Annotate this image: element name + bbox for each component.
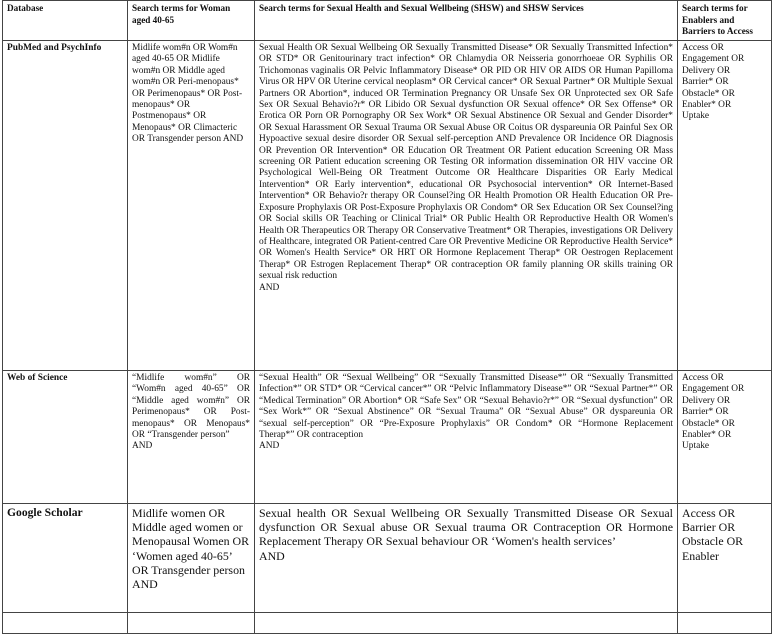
header-row bbox=[3, 1, 772, 41]
women-terms-cell: Midlife wom#n OR Wom#n aged 40-65 OR Midlife wom#n OR Middle aged wom#n OR Peri-menopaus* OR Perimenopaus* OR Post-menopaus* OR Postmenopaus* OR Menopaus* OR Climacteric OR Transgender person AND bbox=[128, 41, 255, 371]
shsw-terms-text: Sexual Health OR Sexual Wellbeing OR Sexually Transmitted Disease* OR Sexually Transmitted Infection* OR STD* OR Genitourinary tract infection* OR Chlamydia OR Neisseria gonorrhoeae OR Syphilis OR Trichomonas vaginalis OR Pelvic Inflammatory Disease* OR PID OR HIV OR AIDS OR Human Papilloma Virus OR HPV OR Uterine cervical neoplasm* OR Cervical cancer* OR Sexual Partner* OR Multiple Sexual Partners OR Abortion*, induced OR Termination Pregnancy OR Unsafe Sex OR Unprotected sex OR Safe Sex OR Sexual Behavio?r* OR Libido OR Sexual dysfunction OR Sexual offence* OR Sex Offense* OR Erotica OR Porn OR Pornography OR Sex Work* OR Sexual Abstinence OR Sexual and Gender Disorder* OR Sexual Harassment OR Sexual Trauma OR Sexual Abuse OR Coitus OR dyspareunia OR Painful Sex OR Hypoactive sexual desire disorder OR Sexual self-perception AND Prevalence OR Incidence OR Diagnosis OR Prevention OR Intervention* OR Education OR Treatment OR Patient education Screening OR Mass screening OR Patient education screening OR Testing OR information dissemination OR HIV vaccine OR Psychological Well-Being OR Treatment Outcome OR Healthcare Disparities OR Early Medical Intervention* OR Early intervention*, educational OR Psychosocial intervention* OR Internet-Based Intervention* OR Behavio?r therapy OR Counsel?ing OR Health Promotion OR Health Education OR Pre-Exposure Prophylaxis OR Post-Exposure Prophylaxis OR Condom* OR Sex Education OR Sex Counsel?ing OR Social skills OR Teaching or Clinical Trial* OR Public Health OR Reproductive Health OR Women's Health OR Therapeutics OR Therapy OR Conservative Treatment* OR Therapies, investigations OR Delivery of Healthcare, integrated OR Patient-centred Care OR Preventive Medicine OR Reproductive Health Service* OR Women's Health Service* OR HRT OR Hormone Replacement Therap* OR Oestrogen Replacement Therap* OR Estrogen Replacement Therap* OR contraception OR family planning OR skills training OR sexual risk reduction bbox=[259, 43, 673, 282]
shsw-terms-text: Sexual health OR Sexual Wellbeing OR Sexually Transmitted Disease OR Sexual dysfunction OR Sexual abuse OR Sexual trauma OR Contraception OR Hormone Replacement Therapy OR Sexual behaviour OR ‘Women's health services’ bbox=[259, 506, 673, 549]
enabler-term: Delivery OR bbox=[682, 65, 731, 76]
enablers-terms-cell bbox=[678, 371, 772, 504]
header-shsw-terms: Search terms for Sexual Health and Sexual Wellbeing (SHSW) and SHSW Services bbox=[255, 1, 678, 41]
empty-cell bbox=[3, 613, 128, 634]
women-terms-text: “Midlife wom#n” OR “Wom#n aged 40-65” OR “Middle aged wom#n” OR Perimenopaus* OR Post-menopaus* OR Menopaus* OR “Transgender person” bbox=[132, 373, 250, 441]
enabler-term: Enabler* OR bbox=[682, 100, 732, 111]
enabler-term: Access OR bbox=[682, 373, 724, 383]
shsw-terms-cell bbox=[255, 504, 678, 613]
enabler-term: Barrier* OR bbox=[682, 77, 729, 88]
table-row bbox=[3, 504, 772, 613]
enabler-term: Uptake bbox=[682, 441, 710, 452]
enablers-terms-cell bbox=[678, 41, 772, 371]
enabler-term: Engagement OR bbox=[682, 54, 745, 65]
enabler-term: Delivery OR bbox=[682, 395, 731, 406]
table-row bbox=[3, 371, 772, 504]
database-name: Web of Science bbox=[3, 371, 128, 504]
empty-cell bbox=[128, 613, 255, 634]
enabler-term: Obstacle* OR bbox=[682, 418, 735, 429]
enabler-term: Engagement OR bbox=[682, 384, 745, 395]
search-terms-table bbox=[2, 0, 772, 634]
database-name: PubMed and PsychInfo bbox=[3, 41, 128, 371]
enabler-term: Barrier* OR bbox=[682, 407, 729, 418]
enabler-term: Access OR bbox=[682, 43, 724, 53]
shsw-terms-operator: AND bbox=[259, 282, 280, 293]
enabler-term: Uptake bbox=[682, 111, 710, 122]
header-enablers-terms: Search terms for Enablers and Barriers to Access bbox=[678, 1, 772, 41]
shsw-terms-cell bbox=[255, 371, 678, 504]
header-women-terms: Search terms for Woman aged 40-65 bbox=[128, 1, 255, 41]
enabler-term: Obstacle* OR bbox=[682, 88, 735, 99]
women-terms-cell bbox=[128, 371, 255, 504]
empty-cell bbox=[255, 613, 678, 634]
shsw-terms-operator: AND bbox=[259, 441, 280, 452]
women-terms-cell: Midlife women OR Middle aged women or Menopausal Women OR ‘Women aged 40-65’ OR Transgender person AND bbox=[128, 504, 255, 613]
shsw-terms-cell bbox=[255, 41, 678, 371]
shsw-terms-operator: AND bbox=[259, 548, 285, 563]
database-name: Google Scholar bbox=[3, 504, 128, 613]
header-database: Database bbox=[3, 1, 128, 41]
table-row bbox=[3, 41, 772, 371]
shsw-terms-text: “Sexual Health” OR “Sexual Wellbeing” OR “Sexually Transmitted Disease*” OR “Sexually Transmitted Infection*” OR STD* OR “Cervical cancer*” OR “Pelvic Inflammatory Disease*” OR “Sexual Partner*” OR “Medical Termination” OR Abortion* OR “Safe Sex” OR “Sexual Behavio?r*” OR “Sexual dysfunction” OR “Sex Work*” OR “Sexual Abstinence” OR “Sexual Trauma” OR “Sexual Abuse” OR dyspareunia OR “sexual self-perception” OR “Pre-Exposure Prophylaxis” OR Condom* OR “Hormone Replacement Therap*” OR contraception bbox=[259, 373, 673, 441]
empty-cell bbox=[678, 613, 772, 634]
enablers-terms-cell: Access OR Barrier OR Obstacle OR Enabler bbox=[678, 504, 772, 613]
enabler-term: Enabler* OR bbox=[682, 430, 732, 441]
women-terms-operator: AND bbox=[132, 441, 153, 452]
empty-row bbox=[3, 613, 772, 634]
